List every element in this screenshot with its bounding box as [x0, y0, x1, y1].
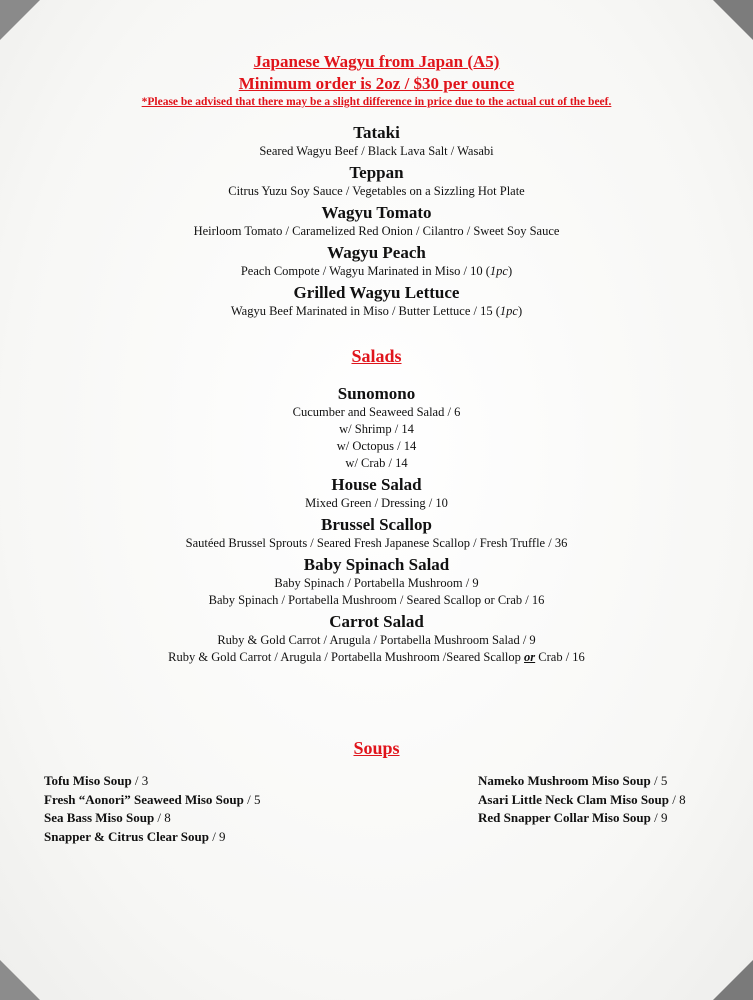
soups-left-column	[44, 772, 260, 846]
dish-description: Baby Spinach / Portabella Mushroom / 9	[274, 576, 479, 590]
dish-name: Baby Spinach Salad	[303, 555, 450, 574]
dish-name: Carrot Salad	[329, 612, 424, 631]
soup-item: Asari Little Neck Clam Miso Soup / 8	[478, 791, 686, 807]
dish-description: Ruby & Gold Carrot / Arugula / Portabella Mushroom Salad / 9	[217, 633, 536, 647]
soup-item: Snapper & Citrus Clear Soup / 9	[44, 828, 226, 844]
dish-description: Ruby & Gold Carrot / Arugula / Portabella Mushroom /Seared Scallop or Crab / 16	[168, 650, 585, 664]
dish-option: w/ Shrimp / 14	[339, 422, 414, 436]
dish-description: Seared Wagyu Beef / Black Lava Salt / Wasabi	[259, 144, 494, 158]
dish-description: Wagyu Beef Marinated in Miso / Butter Lettuce / 15 (1pc)	[230, 304, 523, 318]
salads-heading: Salads	[351, 346, 402, 366]
dish-name: Wagyu Tomato	[321, 203, 432, 222]
soups-right-column	[478, 772, 686, 828]
corner-tab-bottom-right	[713, 960, 753, 1000]
dish-description: Cucumber and Seaweed Salad / 6	[292, 405, 461, 419]
soup-item: Red Snapper Collar Miso Soup / 9	[478, 810, 668, 825]
dish-description: Peach Compote / Wagyu Marinated in Miso / 10 (1pc)	[240, 264, 513, 278]
dish-option: w/ Crab / 14	[345, 456, 408, 470]
soup-item: Nameko Mushroom Miso Soup / 5	[478, 773, 668, 788]
soup-item: Fresh “Aonori” Seaweed Miso Soup / 5	[44, 791, 261, 807]
corner-tab-bottom-left	[0, 960, 40, 1000]
corner-tab-top-right	[713, 0, 753, 40]
price-note: *Please be advised that there may be a slight difference in price due to the actual cut of the beef.	[141, 96, 612, 108]
corner-tab-top-left	[0, 0, 40, 40]
dish-option: w/ Octopus / 14	[336, 439, 417, 453]
dish-name: Grilled Wagyu Lettuce	[293, 283, 460, 302]
dish-description: Baby Spinach / Portabella Mushroom / Seared Scallop or Crab / 16	[208, 593, 545, 607]
dish-name: House Salad	[331, 475, 422, 494]
dish-name: Brussel Scallop	[321, 515, 432, 534]
dish-description: Mixed Green / Dressing / 10	[305, 496, 448, 510]
wagyu-heading: Japanese Wagyu from Japan (A5)	[253, 52, 500, 71]
dish-description: Citrus Yuzu Soy Sauce / Vegetables on a Sizzling Hot Plate	[228, 184, 525, 198]
soup-item: Tofu Miso Soup / 3	[44, 773, 149, 788]
soups-heading: Soups	[353, 738, 400, 758]
dish-name: Teppan	[349, 163, 404, 182]
salads-section	[0, 384, 753, 666]
minimum-order-heading: Minimum order is 2oz / $30 per ounce	[238, 74, 515, 93]
dish-name: Wagyu Peach	[327, 243, 426, 262]
soup-item: Sea Bass Miso Soup / 8	[44, 810, 171, 825]
dish-name: Sunomono	[337, 384, 416, 403]
dish-description: Heirloom Tomato / Caramelized Red Onion / Cilantro / Sweet Soy Sauce	[193, 224, 560, 238]
dish-name: Tataki	[353, 123, 400, 142]
dish-description: Sautéed Brussel Sprouts / Seared Fresh Japanese Scallop / Fresh Truffle / 36	[185, 536, 568, 550]
wagyu-section	[0, 123, 753, 320]
